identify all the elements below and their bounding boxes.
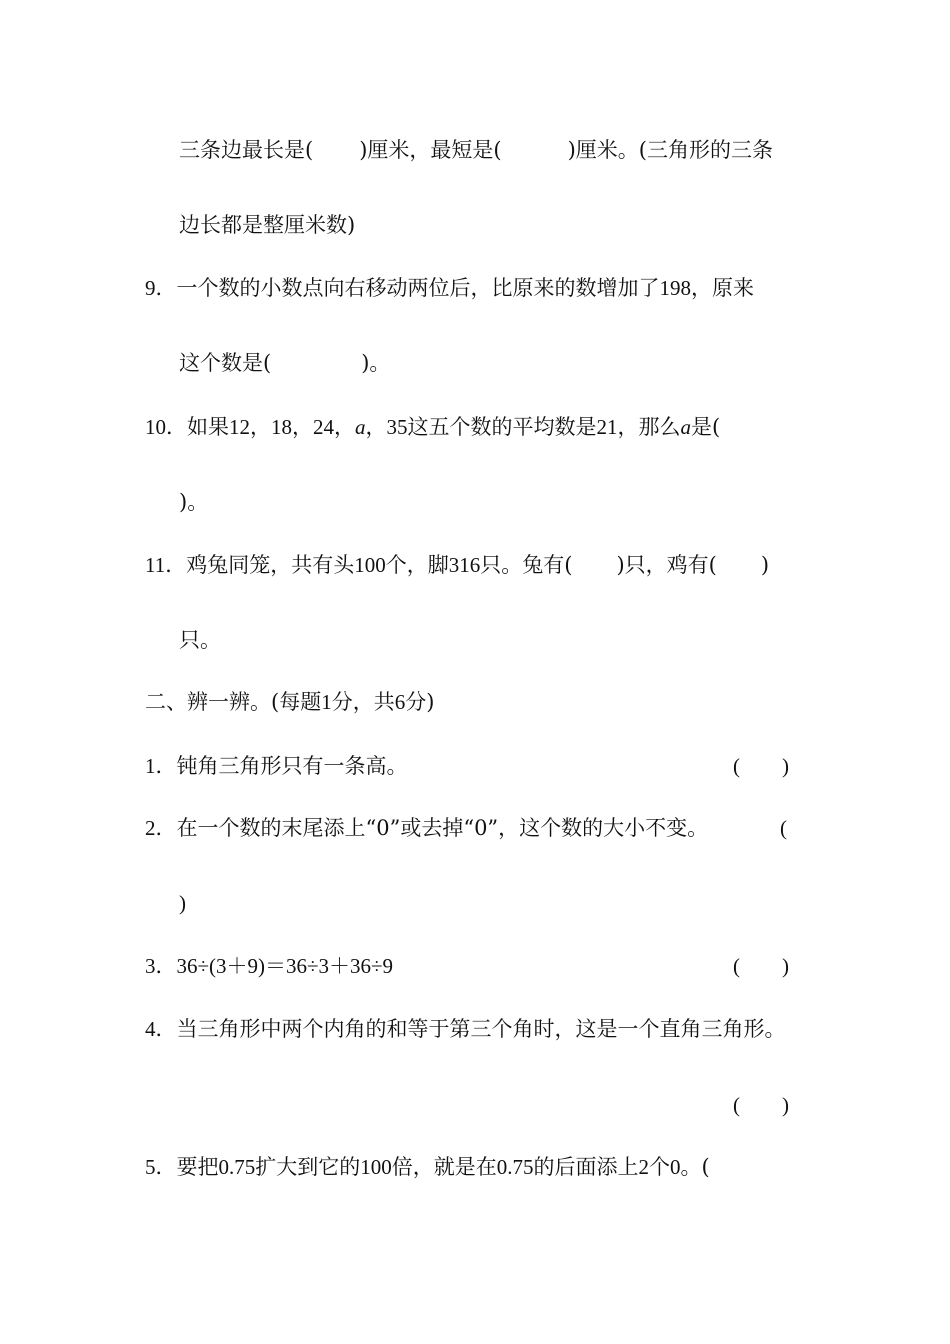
q11-text-d: )只，鸡有( <box>616 553 717 577</box>
section-2-heading <box>145 692 434 713</box>
q9-text-c: 这个数是( <box>179 351 272 375</box>
q10-number: 10． <box>145 415 187 439</box>
q11-line-1 <box>145 555 769 576</box>
judge-5-text-a: 要把 <box>176 1155 219 1179</box>
q11-text-e: ) <box>760 553 770 577</box>
judge-1-number: 1． <box>145 754 177 778</box>
q8-text-c: )厘米。(三角形的三条 <box>567 138 773 162</box>
q10-nums: 12，18，24， <box>229 415 355 439</box>
judge-5-text-b: 扩大到它的 <box>255 1155 361 1179</box>
judge-5-n5: 0 <box>670 1155 681 1179</box>
q9-text-b: ，原来 <box>691 276 754 300</box>
q8-line-2: 边长都是整厘米数) <box>179 213 356 237</box>
section-2-text-b: 分，共 <box>331 690 395 714</box>
judge-5-text-e: 个 <box>649 1155 670 1179</box>
section-2-text-a: 二、辨一辨。(每题 <box>145 690 322 714</box>
judge-4-text: 当三角形中两个内角的和等于第三个角时，这是一个直角三角形。 <box>176 1017 786 1041</box>
q10-var-a: a <box>355 415 366 439</box>
judge-4-number: 4． <box>145 1017 177 1041</box>
judge-5-number: 5． <box>145 1155 177 1179</box>
judge-5 <box>145 1157 710 1178</box>
q8-line-1 <box>179 140 773 161</box>
q10-var-a-2: a <box>680 415 691 439</box>
q10-avg: 21 <box>596 415 618 439</box>
judge-3-number: 3． <box>145 954 177 978</box>
q9-num-198: 198 <box>659 276 691 300</box>
judge-2-answer-paren-open[interactable]: ( <box>780 816 787 840</box>
judge-5-text-f[interactable]: 。( <box>680 1155 710 1179</box>
q11-number: 11． <box>145 553 187 577</box>
judge-2-text: 在一个数的末尾添上“0”或去掉“0”，这个数的大小不变。 <box>176 816 709 840</box>
q11-text-b: 个，脚 <box>385 553 449 577</box>
judge-3-text: 36÷(3＋9)＝36÷3＋36÷9 <box>176 954 394 978</box>
judge-1-text: 钝角三角形只有一条高。 <box>176 754 408 778</box>
q10-line-1 <box>145 417 720 438</box>
q9-line-1 <box>145 278 754 299</box>
judge-5-text-c: 倍，就是在 <box>391 1155 497 1179</box>
q11-text-c: 只。兔有( <box>480 553 573 577</box>
q10-line-2: )。 <box>179 490 209 514</box>
judge-4-answer-paren[interactable]: ( ) <box>733 1093 789 1117</box>
q9-line-2 <box>179 353 390 374</box>
judge-5-n2: 100 <box>360 1155 392 1179</box>
q10-text-e: 是( <box>691 415 721 439</box>
section-2-text-c: 分) <box>405 690 435 714</box>
section-2-n1: 1 <box>321 690 332 714</box>
judge-3-answer-paren[interactable]: ( ) <box>733 954 789 978</box>
judge-5-n3: 0.75 <box>496 1155 534 1179</box>
q10-text-d: ，那么 <box>617 415 681 439</box>
judge-4 <box>145 1019 786 1040</box>
q9-number: 9． <box>145 276 177 300</box>
q11-line-2: 只。 <box>179 628 221 652</box>
judge-5-text-d: 的后面添上 <box>533 1155 639 1179</box>
judge-2-answer-paren-close: ) <box>179 891 186 915</box>
judge-2-number: 2． <box>145 816 177 840</box>
judge-5-n4: 2 <box>638 1155 649 1179</box>
judge-3 <box>145 956 393 977</box>
q9-text-a: 一个数的小数点向右移动两位后，比原来的数增加了 <box>176 276 660 300</box>
q11-heads: 100 <box>354 553 386 577</box>
q9-text-d: )。 <box>361 351 391 375</box>
q11-text-a: 鸡兔同笼，共有头 <box>186 553 355 577</box>
section-2-n2: 6 <box>394 690 406 714</box>
q8-text-b: )厘米，最短是( <box>359 138 502 162</box>
judge-1-answer-paren[interactable]: ( ) <box>733 754 789 778</box>
q8-text-a: 三条边最长是( <box>179 138 314 162</box>
judge-1 <box>145 756 408 777</box>
q10-text-a: 如果 <box>187 415 229 439</box>
q11-feet: 316 <box>448 553 481 577</box>
judge-2 <box>145 818 708 839</box>
q10-num-35: ，35 <box>365 415 408 439</box>
q10-text-c: 这五个数的平均数是 <box>407 415 597 439</box>
judge-5-n1: 0.75 <box>218 1155 256 1179</box>
